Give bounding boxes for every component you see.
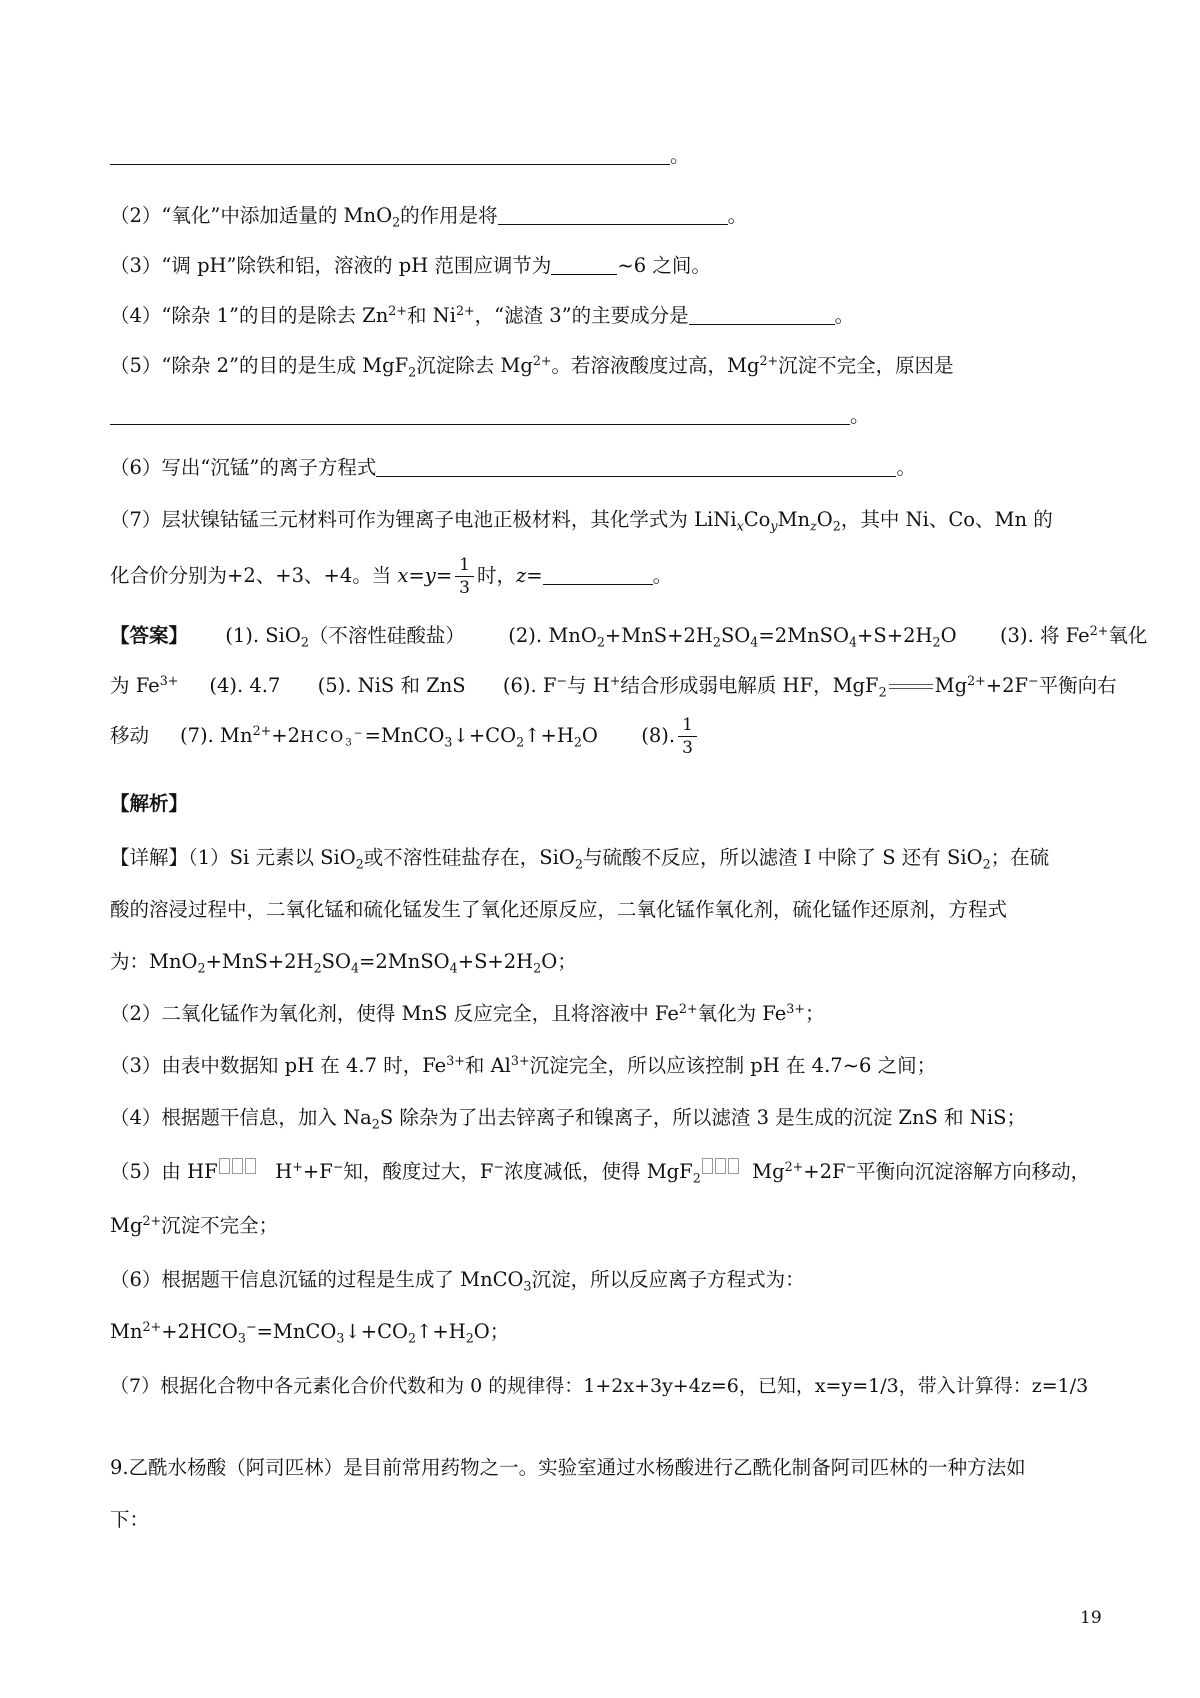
analysis-line-8: $Mg^{2+}$沉淀不完全； xyxy=(110,1213,279,1237)
fill-blank[interactable] xyxy=(376,456,896,477)
question-9-line-2: 下： xyxy=(110,1508,150,1531)
answer-line-3: 移动 (7). $Mn^{2+}+2HCO_3^-=MnCO_3↓+CO_2↑+H_2O$ (8). $\frac{1}{3}$ xyxy=(110,712,1100,761)
equilibrium-arrow-icon xyxy=(887,682,935,692)
analysis-label: 【解析】 xyxy=(110,792,189,815)
page-number: 19 xyxy=(1080,1608,1102,1628)
fill-blank[interactable] xyxy=(551,254,617,275)
analysis-line-9: （6）根据题干信息沉锰的过程是生成了 MnCO$_3$沉淀，所以反应离子方程式为： xyxy=(110,1268,805,1294)
analysis-line-2: 酸的溶浸过程中，二氧化锰和硫化锰发生了氧化还原反应，二氧化锰作氧化剂，硫化锰作还原剂，方程式 xyxy=(110,898,1008,921)
analysis-line-4: （2）二氧化锰作为氧化剂，使得 MnS 反应完全，且将溶液中 $Fe^{2+}$氧化为 $Fe^{3+}$； xyxy=(110,1001,825,1025)
fraction: $\frac{1}{3}$ xyxy=(455,554,474,599)
missing-glyph-icon xyxy=(728,1158,739,1174)
analysis-line-10: $Mn^{2+}+2HCO_3^-=MnCO_3↓+CO_2↑+H_2O$； xyxy=(110,1319,510,1346)
missing-glyph-icon xyxy=(232,1158,243,1174)
fraction: $\frac{1}{3}$ xyxy=(678,714,697,759)
analysis-line-3: 为：$MnO_2+MnS+2H_2SO_4=2MnSO_4+S+2H_2O$； xyxy=(110,950,577,976)
answer-line-2: 为 $Fe^{3+}$ (4). 4.7 (5). NiS 和 ZnS (6). F−与 H+结合形成弱电解质 HF，MgF$_2$ $Mg^{2+}+2F^-$平衡向右 xyxy=(110,673,1117,700)
question-9-line-1: 9.乙酰水杨酸（阿司匹林）是目前常用药物之一。实验室通过水杨酸进行乙酰化制备阿司匹林的一种方法如 xyxy=(110,1456,1026,1479)
missing-glyph-icon xyxy=(219,1158,230,1174)
fill-blank[interactable] xyxy=(110,404,850,425)
answer-line-1: 【答案】 (1). SiO$_2$（不溶性硅酸盐） (2). $MnO_2+MnS+2H_2SO_4=2MnSO_4+S+2H_2O$ (3). 将 $Fe^{2+}$氧化 xyxy=(110,623,1148,650)
analysis-line-1: 【详解】（1）Si 元素以 SiO$_2$或不溶性硅盐存在，SiO$_2$与硫酸不反应，所以滤渣 I 中除了 S 还有 SiO$_2$；在硫 xyxy=(110,846,1050,872)
analysis-line-11: （7）根据化合物中各元素化合价代数和为 0 的规律得：1+2x+3y+4z=6，已知，x=y=1/3，带入计算得：z=1/3 xyxy=(110,1375,1089,1397)
missing-glyph-icon xyxy=(702,1158,713,1174)
question-part-7: （7）层状镍钴锰三元材料可作为锂离子电池正极材料，其化学式为 $LiNi_xCo_yMn_zO_2$，其中 Ni、Co、Mn 的 xyxy=(110,508,1053,534)
answer-blank-line-5: 。 xyxy=(110,402,1100,430)
fill-blank[interactable] xyxy=(498,204,728,225)
fill-blank[interactable] xyxy=(689,304,835,325)
analysis-line-7: （5）由 HF H++F−知，酸度过大，F−浓度减低，使得 MgF$_2$ $Mg^{2+}+2F^-$平衡向沉淀溶解方向移动， xyxy=(110,1159,1091,1186)
analysis-line-5: （3）由表中数据知 pH 在 4.7 时，$Fe^{3+}$和 $Al^{3+}$沉淀完全，所以应该控制 pH 在 4.7~6 之间； xyxy=(110,1053,937,1077)
analysis-line-6: （4）根据题干信息，加入 $Na_2S$ 除杂为了出去锌离子和镍离子，所以滤渣 3 是生成的沉淀 ZnS 和 NiS； xyxy=(110,1106,1026,1132)
missing-glyph-icon xyxy=(245,1158,256,1174)
question-part-7-cont: 化合价分别为+2、+3、+4。当 x=y= $\frac{1}{3}$ 时，z= 。 xyxy=(110,555,673,598)
missing-glyph-icon xyxy=(715,1158,726,1174)
question-part-6: （6）写出“沉锰”的离子方程式 。 xyxy=(110,456,916,479)
question-part-4: （4）“除杂 1”的目的是除去 $Zn^{2+}$和 $Ni^{2+}$，“滤渣 3”的主要成分是 。 xyxy=(110,303,855,327)
fill-blank[interactable] xyxy=(110,144,670,165)
fill-blank[interactable] xyxy=(543,564,653,585)
question-part-5: （5）“除杂 2”的目的是生成 MgF$_2$沉淀除去 $Mg^{2+}$。若溶液酸度过高，$Mg^{2+}$沉淀不完全，原因是 xyxy=(110,353,954,380)
question-part-2: （2）“氧化”中添加适量的 MnO$_2$的作用是将 。 xyxy=(110,204,748,230)
answer-blank-line-1: 。 xyxy=(110,142,1100,170)
question-part-3: （3）“调 pH”除铁和铝，溶液的 pH 范围应调节为 ~6 之间。 xyxy=(110,254,711,277)
